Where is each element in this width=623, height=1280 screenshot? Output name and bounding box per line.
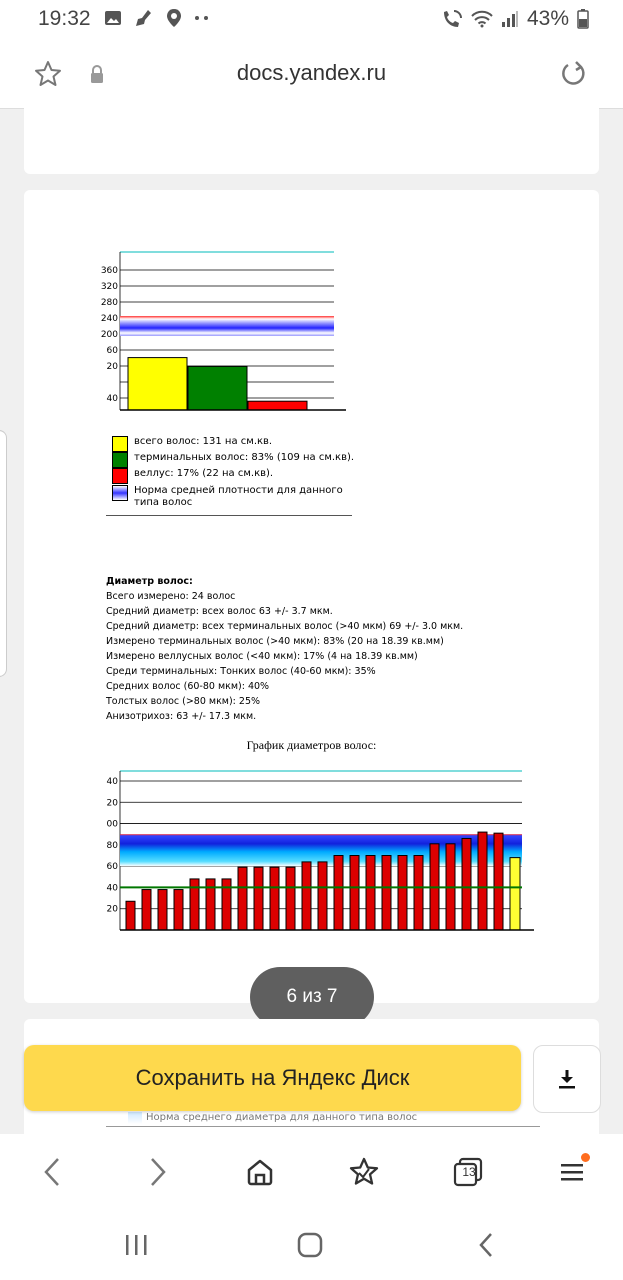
- diameter-bar: [494, 833, 503, 930]
- reload-button[interactable]: [556, 56, 592, 92]
- location-icon: [166, 8, 182, 28]
- density-y-tick: 320: [100, 282, 118, 292]
- status-bar: [0, 0, 623, 38]
- diameter-line: Средних волос (60-80 мкм): 40%: [106, 681, 270, 692]
- peek-legend-text: Норма среднего диаметра для данного типа волос: [146, 1112, 418, 1123]
- document-page-5: [24, 108, 599, 174]
- legend-swatch: [112, 452, 128, 468]
- notification-dot: [581, 1153, 590, 1162]
- recent-apps-icon: [123, 1233, 149, 1257]
- diameter-bar: [254, 867, 263, 930]
- address-bar: [0, 38, 623, 109]
- density-y-tick: 240: [100, 314, 118, 324]
- diameter-bar: [462, 838, 471, 930]
- legend-swatch: [112, 436, 128, 452]
- density-y-tick: 280: [100, 298, 118, 308]
- wifi-call-icon: [441, 9, 463, 29]
- density-y-tick: 60: [106, 346, 118, 356]
- favorites-star-icon: [348, 1156, 380, 1188]
- density-norm-band: [120, 316, 334, 336]
- legend-item-norm: Норма средней плотности для данного типа волос: [112, 485, 352, 509]
- wifi-icon: [471, 10, 493, 28]
- system-back-button[interactable]: [466, 1226, 506, 1264]
- legend-swatch: [112, 485, 128, 501]
- image-icon: [104, 9, 122, 27]
- density-bar: [128, 358, 187, 410]
- diameter-y-tick: 60: [106, 862, 118, 873]
- forward-arrow-icon: [148, 1157, 168, 1187]
- density-bar: [248, 401, 307, 410]
- diameter-chart: [100, 765, 540, 935]
- clock: 19:32: [38, 7, 91, 30]
- system-back-icon: [477, 1232, 495, 1258]
- diameter-bar: [334, 856, 343, 931]
- diameter-y-tick: 40: [106, 883, 118, 894]
- diameter-bar: [270, 867, 279, 930]
- recent-apps-button[interactable]: [116, 1228, 156, 1262]
- system-home-icon: [297, 1232, 323, 1258]
- diameter-bar: [302, 862, 311, 930]
- diameter-bar: [318, 862, 327, 930]
- diameter-bar: [142, 890, 151, 930]
- diameter-line: Средний диаметр: всех терминальных волос (>40 мкм) 69 +/- 3.0 мкм.: [106, 621, 464, 632]
- diameter-bar: [238, 867, 247, 930]
- signal-icon: [501, 10, 519, 28]
- density-y-tick: 40: [106, 394, 118, 404]
- diameter-y-tick: 20: [106, 798, 118, 809]
- diameter-chart-title: График диаметров волос:: [246, 738, 377, 752]
- diameter-heading: Диаметр волос:: [106, 576, 193, 587]
- home-button[interactable]: [240, 1152, 280, 1192]
- more-dots-icon: [194, 15, 210, 21]
- diameter-bar: [158, 890, 167, 930]
- diameter-line: Средний диаметр: всех волос 63 +/- 3.7 мкм.: [106, 606, 333, 617]
- back-arrow-icon: [42, 1157, 62, 1187]
- density-y-tick: 200: [100, 330, 118, 340]
- diameter-average-bar: [510, 858, 520, 930]
- diameter-y-tick: 80: [106, 840, 118, 851]
- diameter-line: Измерено терминальных волос (>40 мкм): 83% (20 на 18.39 кв.мм): [106, 636, 444, 647]
- battery-percent: 43%: [526, 7, 569, 30]
- diameter-line: Всего измерено: 24 волос: [106, 591, 236, 602]
- diameter-summary: [106, 574, 463, 724]
- density-chart: [100, 248, 350, 418]
- back-button[interactable]: [34, 1154, 70, 1190]
- legend-item-total: всего волос: 131 на см.кв.: [112, 436, 272, 452]
- browser-toolbar: [0, 1134, 623, 1210]
- legend-swatch: [112, 468, 128, 484]
- density-y-tick: 20: [106, 362, 118, 372]
- download-icon: [556, 1068, 578, 1090]
- density-y-tick: 360: [100, 266, 118, 276]
- diameter-y-tick: 40: [106, 777, 118, 787]
- scroll-handle[interactable]: [0, 430, 7, 677]
- save-to-disk-label: Сохранить на Яндекс Диск: [135, 1065, 410, 1090]
- diameter-line: Измерено веллусных волос (<40 мкм): 17% (4 на 18.39 кв.мм): [106, 651, 418, 662]
- favorites-button[interactable]: [344, 1152, 384, 1192]
- diameter-bar: [366, 856, 375, 931]
- diameter-line: Толстых волос (>80 мкм): 25%: [106, 696, 261, 707]
- diameter-bar: [478, 832, 487, 930]
- home-icon: [245, 1157, 275, 1187]
- download-button[interactable]: [533, 1045, 601, 1113]
- diameter-y-tick: 20: [106, 904, 118, 915]
- legend-item-vellus: веллус: 17% (22 на см.кв).: [112, 468, 273, 484]
- menu-button[interactable]: [552, 1152, 592, 1192]
- tabs-count: 13: [462, 1165, 476, 1179]
- page-indicator: 6 из 7: [250, 967, 374, 1027]
- system-home-button[interactable]: [290, 1226, 330, 1264]
- tabs-button[interactable]: [448, 1152, 488, 1192]
- forward-button[interactable]: [140, 1154, 176, 1190]
- diameter-bar: [174, 890, 183, 930]
- url-text[interactable]: docs.yandex.ru: [236, 60, 387, 85]
- legend-item-terminal: терминальных волос: 83% (109 на см.кв).: [112, 452, 354, 468]
- peek-swatch: [128, 1112, 142, 1124]
- system-navigation-bar: [0, 1210, 623, 1280]
- diameter-line: Анизотрихоз: 63 +/- 17.3 мкм.: [106, 711, 257, 722]
- diameter-bar: [398, 856, 407, 931]
- diameter-line: Среди терминальных: Тонких волос (40-60 мкм): 35%: [106, 666, 376, 677]
- diameter-bar: [414, 856, 423, 931]
- density-bar: [188, 366, 247, 410]
- peek-divider: [106, 1126, 540, 1127]
- broom-icon: [134, 9, 154, 27]
- reload-icon: [559, 59, 589, 89]
- diameter-bar: [350, 856, 359, 931]
- diameter-bar: [286, 867, 295, 930]
- save-to-disk-button[interactable]: [24, 1045, 521, 1111]
- battery-icon: [577, 9, 589, 29]
- diameter-bar: [382, 856, 391, 931]
- diameter-y-tick: 00: [106, 819, 118, 830]
- diameter-bar: [126, 901, 135, 930]
